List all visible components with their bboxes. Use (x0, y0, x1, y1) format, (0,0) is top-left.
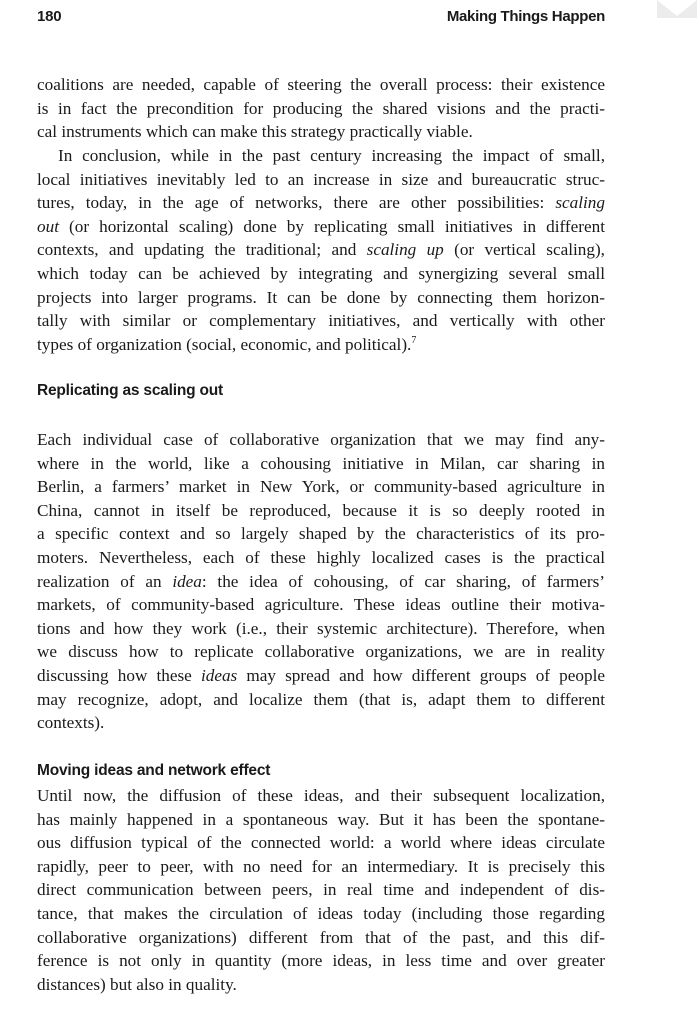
text-line: distances) but also in quality. (37, 974, 237, 994)
text-line: Each individual case of collaborative organization that we may find any- (37, 430, 605, 449)
text-span: types of organization (social, economic, and political). (37, 334, 412, 354)
running-title: Making Things Happen (446, 8, 605, 25)
text-line: ference is not only in quantity (more ideas, in less time and over greater (37, 951, 605, 971)
text-line (37, 191, 605, 215)
text-line: moters. Nevertheless, each of these highly localized cases is the practical (37, 547, 605, 567)
text-line: Berlin, a farmers’ market in New York, or community-based agriculture in (37, 477, 605, 497)
text-line: may recognize, adopt, and localize them (that is, adapt them to different (37, 689, 605, 709)
text-span: discussing how these (37, 665, 201, 685)
text-line: coalitions are needed, capable of steering the overall process: their existence (37, 75, 605, 94)
text-span: : the idea of cohousing, of car sharing, of farmers’ (201, 571, 605, 591)
text-line (37, 333, 605, 357)
section-heading-replicating: Replicating as scaling out (37, 382, 224, 399)
paragraph-conclusion (37, 144, 605, 356)
text-line: local initiatives inevitably led to an increase in size and bureaucratic struc- (37, 169, 605, 189)
page-corner-mark-icon (657, 0, 697, 18)
text-line: Until now, the diffusion of these ideas, and their subsequent localization, (37, 786, 605, 805)
text-span: (or vertical scaling), (443, 240, 605, 260)
emphasis-text: scaling up (366, 240, 444, 260)
text-line: we discuss how to replicate collaborative organizations, we are in reality (37, 642, 605, 662)
text-span: contexts, and updating the traditional; and (37, 240, 367, 260)
text-line: projects into larger programs. It can be done by connecting them horizon- (37, 287, 605, 307)
section-heading-moving-ideas: Moving ideas and network effect (37, 762, 271, 779)
paragraph-continued (37, 73, 605, 144)
text-line: direct communication between peers, in real time and independent of dis- (37, 880, 605, 900)
text-line: tally with similar or complementary initiatives, and vertically with other (37, 311, 605, 331)
text-span: realization of an (37, 571, 173, 591)
text-span: (or horizontal scaling) done by replicating small initiatives in different (58, 216, 605, 236)
emphasis-text: idea (172, 571, 202, 591)
text-line: tance, that makes the circulation of ideas today (including those regarding (37, 903, 605, 923)
text-line: tions and how they work (i.e., their systemic architecture). Therefore, when (37, 618, 605, 638)
emphasis-text: out (37, 216, 59, 236)
text-line: where in the world, like a cohousing initiative in Milan, car sharing in (37, 453, 605, 473)
text-span: may spread and how different groups of people (237, 665, 605, 685)
emphasis-text: ideas (200, 665, 238, 685)
text-line: ous diffusion typical of the connected world: a world where ideas circulate (37, 833, 605, 853)
paragraph-replicating (37, 428, 605, 735)
emphasis-text: scaling (555, 193, 605, 213)
paragraph-moving-ideas (37, 784, 605, 996)
footnote-reference[interactable]: 7 (411, 334, 417, 346)
text-line: is in fact the precondition for producing the shared visions and the practi- (37, 98, 605, 118)
text-line: a specific context and so largely shaped by the characteristics of its pro- (37, 524, 605, 544)
text-line: contexts). (37, 713, 105, 733)
text-line: collaborative organizations) different from that of the past, and this dif- (37, 927, 605, 947)
text-line (37, 238, 605, 262)
text-line: In conclusion, while in the past century increasing the impact of small, (58, 146, 605, 165)
text-line: China, cannot in itself be reproduced, because it is so deeply rooted in (37, 500, 605, 520)
text-line: has mainly happened in a spontaneous way. But it has been the spontane- (37, 809, 605, 829)
text-span: tures, today, in the age of networks, there are other possibilities: (37, 193, 556, 213)
text-line (37, 215, 605, 239)
page-header (37, 6, 605, 28)
text-line: cal instruments which can make this strategy practically viable. (37, 122, 473, 142)
page-number: 180 (37, 8, 62, 25)
text-line: rapidly, peer to peer, with no need for an intermediary. It is precisely this (37, 856, 605, 876)
text-line (37, 570, 605, 594)
text-line (37, 664, 605, 688)
text-line: which today can be achieved by integrating and synergizing several small (37, 263, 605, 283)
text-line: markets, of community-based agriculture. These ideas outline their motiva- (37, 595, 605, 615)
